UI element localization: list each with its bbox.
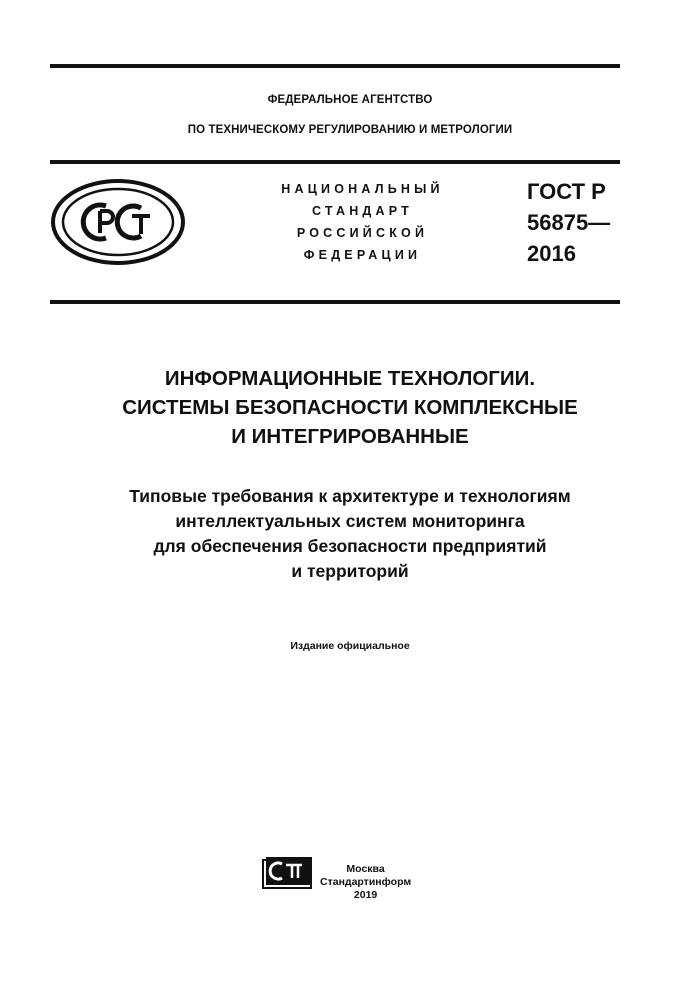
- document-subtitle: [0, 484, 700, 584]
- standard-block-rule: [50, 300, 620, 304]
- standartinform-logo-icon: [262, 856, 312, 895]
- national-standard-label: [250, 178, 475, 266]
- gost-number: 56875—: [527, 210, 611, 235]
- publisher-year: 2019: [353, 889, 378, 901]
- subtitle-line-1: Типовые требования к архитектуре и технологиям: [129, 486, 571, 506]
- gost-designation: [527, 176, 610, 269]
- gost-label: ГОСТ Р: [527, 179, 606, 204]
- gost-year: 2016: [527, 241, 576, 266]
- subtitle-line-4: и территорий: [291, 561, 409, 581]
- title-line-3: И ИНТЕГРИРОВАННЫЕ: [231, 425, 469, 448]
- national-line-2: СТАНДАРТ: [312, 204, 413, 218]
- national-line-1: НАЦИОНАЛЬНЫЙ: [281, 182, 444, 196]
- document-title: [0, 364, 700, 451]
- agency-line-2: ПО ТЕХНИЧЕСКОМУ РЕГУЛИРОВАНИЮ И МЕТРОЛОГИИ: [187, 124, 513, 136]
- edition-label: Издание официальное: [290, 640, 410, 652]
- publisher-name: Стандартинформ: [320, 876, 412, 888]
- publisher-city: Москва: [346, 863, 385, 875]
- agency-line-1: ФЕДЕРАЛЬНОЕ АГЕНТСТВО: [267, 94, 433, 106]
- national-line-3: РОССИЙСКОЙ: [296, 226, 429, 240]
- subtitle-line-2: интеллектуальных систем мониторинга: [175, 511, 525, 531]
- header-rule: [50, 160, 620, 164]
- title-line-2: СИСТЕМЫ БЕЗОПАСНОСТИ КОМПЛЕКСНЫЕ: [122, 396, 578, 419]
- publisher-info: [320, 863, 411, 902]
- rst-certification-mark-icon: [50, 178, 186, 271]
- top-rule: [50, 64, 620, 68]
- title-line-1: ИНФОРМАЦИОННЫЕ ТЕХНОЛОГИИ.: [164, 367, 536, 390]
- national-line-4: ФЕДЕРАЦИИ: [303, 248, 422, 262]
- subtitle-line-3: для обеспечения безопасности предприятий: [153, 536, 547, 556]
